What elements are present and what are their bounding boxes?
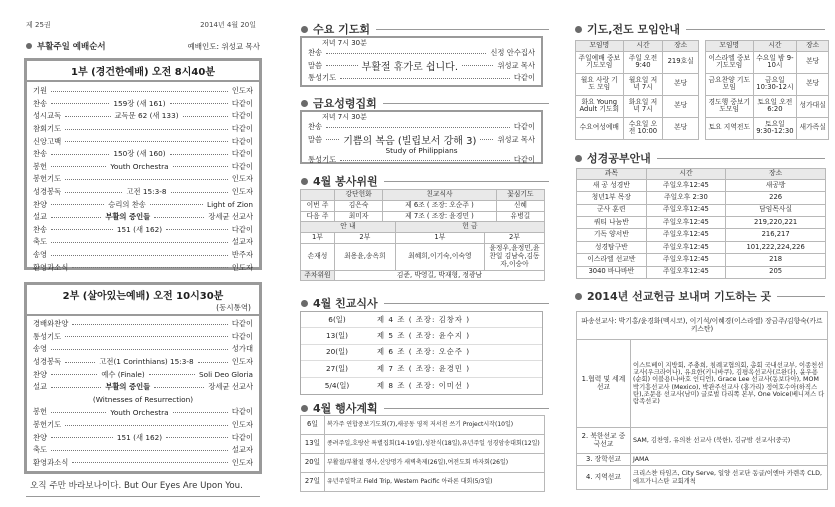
service1-box	[24, 58, 262, 270]
list-item	[27, 249, 259, 262]
item-label: 찬양	[33, 199, 48, 209]
list-item	[27, 356, 259, 369]
item-detail: 151 (새 162)	[116, 224, 163, 234]
item-person: 다같이	[513, 122, 535, 132]
table-row: 새 공 성경반 주일오후12:45 새공방	[577, 179, 826, 191]
table-row: 군사 훈련 주일오후12:45 담임목사실	[577, 204, 826, 216]
bible-heading: 성경공부안내	[575, 150, 825, 166]
bible-table: 과목 시간 장소 새 공 성경반 주일오후12:45 새공방 청년1부 목장 주일오후 2:30 226 군사 훈련 주일오후12:45 담임목사실 쿼티 나눔반 주일오후12:45 219,220,221 기독 양서반 주일오후12:45 216,217 성경탐구반 주일오후12:45 101,222,224,226 이스라엘 선교반 주일오후12:45 218 3040 바나바반 주일오후12:45 205	[576, 168, 826, 279]
fri-list	[302, 121, 541, 167]
list-item	[27, 444, 259, 457]
list-item	[302, 154, 541, 167]
item-label: 말씀	[308, 134, 323, 144]
item-detail: 부활의 증인들	[105, 212, 151, 222]
item-person: 장세균 선교사	[208, 212, 254, 222]
item-group: 제 5 조 ( 조장: 윤수지 )	[377, 331, 471, 341]
service1-title: 1부 (경건한예배) 오전 8시40분	[27, 61, 259, 82]
table-row: 화요 Young Adult 기도회 화요일 저녁 7시 본당	[576, 95, 699, 117]
table-row: 2. 북한선교 중국선교 SAM, 김찬영, 유의찬 선교사 (북한), 김규밤 선교사(중국)	[577, 428, 828, 454]
item-label: 말씀	[308, 60, 323, 70]
item-detail: 부활의 증인들	[105, 382, 151, 392]
guide-head: 안 내	[301, 222, 396, 233]
item-person: 인도자	[231, 357, 253, 367]
bullet-icon	[575, 26, 582, 33]
item-date: 5/4(일)	[324, 380, 350, 390]
item-label: 찬송	[33, 224, 48, 234]
item-person: 인도자	[231, 420, 253, 430]
missions-table-wrap	[576, 311, 828, 490]
item-label: 봉헌	[33, 407, 48, 417]
bullet-icon	[575, 293, 582, 300]
table-row: 6일 복가주 연합중보기도회(7),새공동 영적 저서전 쓰기 Project시작(10일)	[301, 416, 545, 435]
item-label: 기원	[33, 86, 48, 96]
table-row: 수요여성예배 수요일 오전 10:00 본당	[576, 117, 699, 139]
item-person: 다같이	[231, 407, 253, 417]
item-person: Light of Zion	[207, 200, 253, 210]
list-item	[301, 361, 542, 377]
table-row: 파송선교사: 박기홍/윤경화(멕시코), 이기석/이혜경(이스라엘) 장금주/김향숙(카르키스탄)	[577, 312, 828, 340]
item-person: 다같이	[231, 111, 254, 121]
service2-subtitle: (동시통역)	[27, 302, 259, 316]
table-row: 이번 주 김은숙 제 6조 ( 조장: 오순주 ) 신혜	[301, 200, 545, 211]
issue-number: 제 25권	[26, 21, 51, 29]
fellowship-box	[300, 311, 543, 395]
bulletin-header	[26, 20, 256, 30]
item-label: 찬송	[308, 122, 323, 132]
list-item	[302, 72, 541, 85]
left-column	[0, 0, 277, 507]
item-detail: 교독문 62 (새 133)	[114, 111, 179, 121]
item-person: 다같이	[231, 161, 253, 171]
list-item	[27, 394, 259, 407]
prayer-left-wrap	[575, 40, 699, 140]
table-row: 20일 부활절/부활절 행사,신앙명가 새벽축제(26일),여전도회 바자회(26일)	[301, 454, 545, 473]
item-detail: (Witnesses of Resurrection)	[92, 395, 194, 405]
wed-time: 저녁 7시 30분	[322, 39, 367, 47]
item-label: 축도	[33, 445, 48, 455]
list-item	[27, 173, 259, 186]
item-detail: 고전 15:3-8	[126, 187, 167, 197]
bullet-icon	[575, 155, 582, 162]
item-person: 장세균 선교사	[208, 382, 254, 392]
item-date: 13(일)	[325, 331, 349, 341]
service-leader: 예배인도: 위성교 목사	[187, 41, 260, 51]
list-item	[27, 331, 259, 344]
item-person: Soli Deo Gloria	[199, 370, 254, 380]
item-label: 통성기도	[33, 331, 62, 341]
item-detail: 159장 (새 161)	[113, 98, 166, 108]
item-person: 위성교 목사	[497, 60, 536, 70]
table-row: 성경탐구반 주일오후12:45 101,222,224,226	[577, 241, 826, 253]
list-item	[27, 431, 259, 444]
events-table-wrap	[300, 415, 545, 492]
bible-table-wrap	[576, 168, 826, 279]
fellowship-list	[301, 312, 542, 394]
bullet-icon	[301, 26, 308, 33]
item-label: 통성기도	[308, 73, 337, 83]
table-row: 기독 양서반 주일오후12:45 216,217	[577, 229, 826, 241]
item-label: 봉헌	[33, 161, 48, 171]
bullet-icon	[301, 178, 308, 185]
item-person: 성가대	[231, 344, 253, 354]
bulletin-date: 2014년 4월 20일	[200, 21, 256, 29]
item-date: 20(일)	[325, 347, 349, 357]
item-person: 반주자	[231, 250, 253, 260]
table-row: 이스라엘 중보기도모임 수요일 밤 9-10시 본당	[706, 51, 829, 73]
list-item	[27, 135, 259, 148]
list-item	[27, 343, 259, 356]
list-item	[27, 110, 259, 123]
table-row: 다음 주 최미자 제 7조 ( 조장: 윤경민 ) 유병길	[301, 211, 545, 222]
item-label: 찬양	[33, 369, 48, 379]
right-column	[567, 0, 835, 507]
item-person: 다같이	[231, 124, 253, 134]
item-person: 인도자	[231, 457, 253, 467]
item-person: 다같이	[513, 73, 535, 83]
table-row: 4. 지역선교 크리스챤 타임즈, City Serve, 일양 선교단 동글/이엔마 카렌족 CLD, 에프가니스탄 교회개척	[577, 466, 828, 490]
middle-column	[293, 0, 555, 507]
list-item	[27, 457, 259, 470]
missions-table	[576, 311, 828, 490]
item-label: 설교	[33, 382, 48, 392]
footer-motto: 오직 주만 바라보나이다. But Our Eyes Are Upon You.	[30, 481, 243, 491]
prayer-table-right: 모임명 시간 장소 이스라엘 중보기도모임 수요일 밤 9-10시 본당 금요찬양 기도모임 금요일 10:30-12시 본당 경도행 중보기도모임 토요일 오전 6:20 성가대실 토요 지역전도 토요일 9:30-12:30 새가족실	[705, 40, 829, 140]
item-person: 다같이	[231, 136, 253, 146]
item-detail: Youth Orchestra	[110, 407, 169, 417]
item-label: 봉헌기도	[33, 174, 62, 184]
list-item	[27, 186, 259, 199]
item-group: 제 8 조 ( 조장: 이미선 )	[377, 380, 471, 390]
table-row: 청년1부 목장 주일오후 2:30 226	[577, 192, 826, 204]
volunteers-table-wrap	[300, 189, 545, 281]
item-person: 다같이	[231, 319, 253, 329]
bullet-icon	[26, 43, 32, 49]
wed-heading: 수요 기도회	[301, 21, 549, 37]
item-detail: 기쁨의 복음 (빌립보서 강해 3)	[343, 136, 477, 148]
item-person: 다같이	[231, 98, 253, 108]
guide-table: 안 내 헌 금 1부 2부 1부 2부 손재성 최용윤,송옥희 최혜희,이기숙,이숙영 윤정우,윤정민,윤찬일 김남숙,김동자,이승아 주차위원 김준, 박영길, 박재형, 정광남	[300, 221, 545, 281]
item-label: 성경봉독	[33, 187, 62, 197]
volunteers-heading: 4월 봉사위원	[301, 173, 549, 189]
item-person: 다같이	[231, 224, 254, 234]
item-label: 찬송	[308, 48, 323, 58]
list-item	[301, 345, 542, 361]
list-item	[301, 378, 542, 394]
list-item	[27, 236, 259, 249]
events-heading: 4월 행사계획	[301, 400, 549, 416]
service1-list	[27, 82, 259, 274]
vol-head-meal: 친교식사	[383, 190, 497, 201]
table-row: 쿼티 나눔반 주일오후12:45 219,220,221	[577, 216, 826, 228]
prayer-right-wrap	[705, 40, 829, 140]
item-label: 축도	[33, 237, 48, 247]
bullet-icon	[301, 100, 308, 107]
table-row: 1.협력 및 세계선교 이스트베이 지방회, 주충희, 침례교협의회, 총회 국내선교부, 이종천선교사(우크라이나), 유요한(키니바쿠), 김평옥선교사(르완다), 윤우용(순회) 이블용(나바호 인디언), Grace Lee 선교사(동보다아), MOM 박기흥선교사 (Mexico), 박관주선교사 (홍가리) 정여호수아(하직스탄),조문용 선교사(남미) 글로벌 다리쪽 본부, One Voice(베니져스 다람족선교)	[577, 340, 828, 428]
table-row: 3. 장학선교 JAMA	[577, 454, 828, 466]
item-label: 봉헌기도	[33, 420, 62, 430]
list-item	[301, 312, 542, 328]
list-item	[27, 85, 259, 98]
item-person: 설교자	[231, 237, 253, 247]
item-person: 인도자	[231, 262, 253, 272]
item-person: 다같이	[513, 155, 535, 165]
fri-box	[300, 110, 543, 164]
list-item	[301, 328, 542, 344]
item-group: 제 7 조 ( 조장: 윤경민 )	[377, 363, 471, 373]
table-row: 이스라엘 선교반 주일오후12:45 218	[577, 254, 826, 266]
list-item	[27, 406, 259, 419]
item-group: 제 4 조 ( 조장: 김창자 )	[377, 314, 471, 324]
item-label: 신앙고백	[33, 136, 62, 146]
vol-head-flower: 꽃심기도	[496, 190, 544, 201]
table-row: 3040 바나바반 주일오후12:45 205	[577, 266, 826, 278]
service2-title: 2부 (살아있는예배) 오전 10시30분	[62, 291, 224, 302]
table-row: 경도행 중보기도모임 토요일 오전 6:20 성가대실	[706, 95, 829, 117]
footer-rule	[26, 496, 260, 497]
item-label: 찬양	[33, 432, 48, 442]
list-item	[27, 318, 259, 331]
item-person: 인도자	[231, 86, 253, 96]
item-label: 환영과소식	[33, 457, 69, 467]
item-label: 성경봉독	[33, 357, 62, 367]
table-row: 월요 사랑 기도 모임 월요일 저녁 7시 본당	[576, 73, 699, 95]
list-item	[27, 161, 259, 174]
prayer-table-left: 모임명 시간 장소 주일예배 중보기도모임 주일 오전 9:40 219호실 월요 사랑 기도 모임 월요일 저녁 7시 본당 화요 Young Adult 기도회 화요일 저녁 7시 본당 수요여성예배 수요일 오전 10:00 본당	[575, 40, 699, 140]
item-detail: 예수 (Finale)	[101, 369, 145, 379]
offering-head: 헌 금	[395, 222, 544, 233]
table-row: 토요 지역전도 토요일 9:30-12:30 새가족실	[706, 117, 829, 139]
item-detail: 150장 (새 160)	[113, 149, 166, 159]
item-label: 참회기도	[33, 124, 62, 134]
vol-head-altar: 강단헌화	[335, 190, 383, 201]
item-detail: 고전(1 Corinthians) 15:3-8	[99, 357, 194, 367]
service2-list	[27, 316, 259, 469]
item-label: 찬송	[33, 149, 48, 159]
list-item	[27, 98, 259, 111]
table-row: 13일 종려주일,호랑산 특별집회(14-19일),성찬식(18일),유년주일 성경암송대회(12일)	[301, 435, 545, 454]
item-label: 통성기도	[308, 155, 337, 165]
item-label: 경배와찬양	[33, 319, 69, 329]
item-detail: 승리의 찬송	[108, 199, 146, 209]
item-detail: Study of Philippians	[385, 145, 458, 155]
item-label: 환영과소식	[33, 262, 69, 272]
service2-box	[24, 282, 262, 474]
volunteers-table	[300, 189, 545, 222]
bullet-icon	[301, 300, 308, 307]
item-person: 위성교 목사	[497, 134, 536, 144]
item-label: 찬송	[33, 98, 48, 108]
fellowship-heading: 4월 친교식사	[301, 295, 549, 311]
table-row: 금요찬양 기도모임 금요일 10:30-12시 본당	[706, 73, 829, 95]
events-table	[300, 415, 545, 492]
item-person: 다같이	[231, 149, 253, 159]
wed-box	[300, 36, 543, 87]
item-label: 설교	[33, 212, 48, 222]
list-item	[302, 146, 541, 154]
item-person: 다같이	[231, 432, 254, 442]
list-item	[27, 123, 259, 136]
table-row: 손재성 최용윤,송옥희 최혜희,이기숙,이숙영 윤정우,윤정민,윤찬일 김남숙,김동자,이승아	[301, 244, 545, 270]
table-row: 27일 유년주일학교 Field Trip, Western Pacific 아라론 대회(5/3일)	[301, 473, 545, 492]
table-row: 주차위원 김준, 박영길, 박재형, 정광남	[301, 270, 545, 281]
item-date: 6(일)	[328, 314, 346, 324]
item-group: 제 6 조 ( 조장: 오순주 )	[377, 347, 471, 357]
item-date: 27(일)	[325, 363, 349, 373]
table-row: 주일예배 중보기도모임 주일 오전 9:40 219호실	[576, 51, 699, 73]
item-label: 송영	[33, 250, 48, 260]
item-person: 인도자	[231, 187, 254, 197]
list-item	[27, 148, 259, 161]
item-label: 송영	[33, 344, 48, 354]
item-person: 인도자	[231, 174, 253, 184]
item-detail: 151 (새 162)	[116, 432, 163, 442]
list-item	[302, 60, 541, 73]
list-item	[27, 419, 259, 432]
item-person: 신정 안수집사	[490, 48, 535, 58]
list-item	[27, 211, 259, 224]
easter-heading: 부활주일 예배순서	[26, 40, 106, 52]
item-label: 성시교독	[33, 111, 62, 121]
list-item	[27, 368, 259, 381]
item-detail: Youth Orchestra	[110, 162, 169, 172]
item-person: 다같이	[231, 331, 253, 341]
bullet-icon	[301, 405, 308, 412]
prayer-heading: 기도,전도 모임안내	[575, 21, 825, 37]
list-item	[27, 198, 259, 211]
item-person: 설교자	[231, 445, 253, 455]
list-item	[27, 261, 259, 274]
fri-time: 저녁 7시 30분	[322, 113, 367, 121]
list-item	[27, 381, 259, 394]
item-detail: 부활절 휴가로 쉽니다.	[361, 62, 459, 74]
fri-heading: 금요성령집회	[301, 95, 549, 111]
wed-list	[302, 47, 541, 85]
list-item	[27, 224, 259, 237]
missions-heading: 2014년 선교헌금 보내며 기도하는 곳	[575, 288, 825, 304]
list-item	[302, 134, 541, 147]
